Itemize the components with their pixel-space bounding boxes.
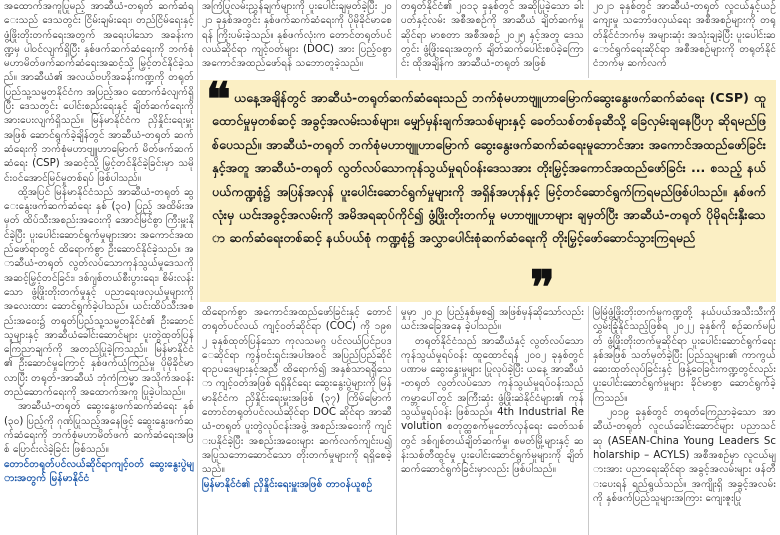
article-column-3-bottom bbox=[401, 306, 584, 535]
paragraph: တရုတ်နိုင်ငံသည် အာဆီယံနှင့် လွတ်လပ်သော ကုန်သွယ်မှုရပ်ဝန်း ထူထောင်ရန် ၂၀၀၂ ခုနှစ်တွင် ပဏာမ ဆွေးနွေးမှုများ ပြုလုပ်ခဲ့ပြီး ယနေ့ အာဆီယံ-တရုတ် လွတ်လပ်သော ကုန်သွယ်မှုရပ်ဝန်းသည် ကမ္ဘာပေါ်တွင် အကြီးဆုံး ဖွံ့ဖြိုးဆဲနိုင်ငံများ၏ ကုန်သွယ်မှုရပ်ဝန်း ဖြစ်သည်။ 4th Industrial Revolution စတုတ္ထစက်မှုတော်လှန်ရေး ခေတ်သစ်တွင် ဒစ်ဂျစ်တယ်ချိတ်ဆက်မှု၊ စမတ်မြို့များနှင့် ဆန်းသစ်တီထွင်မှု ပူးပေါင်းဆောင်ရွက်မှုများကို ချိတ်ဆက်ဆောင်ရွက်ခြင်းမှာလည်း ဖြစ်ပါသည်။ bbox=[401, 335, 584, 476]
paragraph: မှုမှာ ၂၀၂၀ ပြည့်နှစ်မှစ၍ အဖြစ်မှန်ဆိုသော်လည်း ယင်းအခြေအနေ ခဲ့ပါသည်။ bbox=[401, 307, 584, 333]
paragraph: မြဲမြံဖွံ့ဖြိုးတိုးတက်မှုကဏ္ဍတို့ နယ်ပယ်အသီးသီးကို လွှမ်းခြုံနိုင်သည့်ဖြစ်ရ ၂၀၂၂ ခုနှစ်ကို စဉ်ဆက်မပြတ် ဖွံ့ဖြိုးတိုးတက်မှုဆိုင်ရာ ပူးပေါင်းဆောင်ရွက်ရေးနှစ်အဖြစ် သတ်မှတ်ခဲ့ပြီး ပြည်သူများ၏ ကာကွယ်ဆေးထုတ်လုပ်ခြင်းနှင့် ဖြန့်ဝေခြင်းကဏ္ဍတွင်လည်း ပူးပေါင်းဆောင်ရွက်မှုများ ခိုင်မာစွာ ဆောင်ရွက်ခဲ့ကြသည်။ bbox=[593, 307, 776, 404]
article-column-4-top bbox=[593, 0, 776, 78]
column-divider bbox=[588, 0, 589, 78]
column-divider bbox=[396, 0, 397, 78]
paragraph: အကြံပြုလမ်းညွှန်ချက်များကို ပူးပေါင်းချမှတ်ခဲ့ပြီး ၂၀၂၁ ခုနှစ်အတွင်း နှစ်ဖက်ဆက်ဆံရေးကို ပိုမိုခိုင်မာစေရန် ကြိုးပမ်းခဲ့သည်။ နှစ်ဖက်လုံးက တောင်တရုတ်ပင်လယ်ဆိုင်ရာ ကျင့်ဝတ်များ (DOC) အား ပြည့်ဝစွာ အကောင်အထည်ဖော်ရန် သဘောတူခဲ့သည်။ bbox=[202, 1, 392, 70]
article-column-4-bottom bbox=[593, 306, 776, 535]
article-column-2-bottom bbox=[202, 306, 392, 535]
section-subhead: မြန်မာနိုင်ငံ၏ ညှိနှိုင်းရေးမှူးအဖြစ် တာဝန်ယူစဉ် bbox=[202, 478, 373, 490]
paragraph: အာဆီယံ-တရုတ် ဆွေးနွေးဖက်ဆက်ဆံရေး နှစ် (၃၀) ပြည့်ကို ဂုဏ်ပြုသည့်အနေဖြင့် ဆွေးနွေးဖက်ဆက်ဆံရေးကို ဘက်စုံမဟာမိတ်ဖက် ဆက်ဆံရေးအဖြစ် ပြောင်းလဲခဲ့ခြင်း ဖြစ်သည်။ bbox=[4, 401, 194, 456]
article-column-1 bbox=[4, 0, 194, 535]
column-divider bbox=[588, 306, 589, 535]
pull-quote-text: ယနေ့အချိန်တွင် အာဆီယံ-တရုတ်ဆက်ဆံရေးသည် ဘက်စုံမဟာဗျူဟာမြောက်ဆွေးနွေးဖက်ဆက်ဆံရေး (CSP) ထူထောင်မှုမှတစ်ဆင့် အခွင့်အလမ်းသစ်များ၊ မျှော်မှန်းချက်အသစ်များနှင့် ခေတ်သစ်တစ်ခုဆီသို့ ခြေလှမ်းချနေပြီဟု ဆိုရမည်ဖြစ်ပေသည်။ အာဆီယံ-တရုတ် ဘက်စုံမဟာဗျူဟာမြောက် ဆွေးနွေးဖက်ဆက်ဆံရေးမူဘောင်အား အကောင်အထည်ဖော်ခြင်းနှင့်အတူ အာဆီယံ-တရုတ် လွတ်လပ်သောကုန်သွယ်မှုရပ်ဝန်းဒေသအား တိုးမြှင့်အကောင်အထည်ဖော်ခြင်း ... စသည့် နယ်ပယ်ကဏ္ဍစုံ၌ အပြန်အလှန် ပူးပေါင်းဆောင်ရွက်မှုများကို အရှိန်အဟုန်နှင့် မြင့်တင်ဆောင်ရွက်ကြရမည်ဖြစ်ပါသည်။ နှစ်ဖက်လုံးမှ ယင်းအခွင့်အလမ်းကို အမိအရဆုပ်ကိုင်၍ ဖွံ့ဖြိုးတိုးတက်မှု မဟာဗျူဟာများ ချမှတ်ပြီး အာဆီယံ-တရုတ် ပိုမိုရင်းနှီးသော ဆက်ဆံရေးတစ်ဆင့် နယ်ပယ်စုံ ကဏ္ဍစုံ၌ အလွှာပေါင်းစုံဆက်ဆံရေးကို တိုးမြှင့်ဖော်ဆောင်သွားကြရမည် bbox=[212, 90, 766, 246]
column-divider bbox=[197, 0, 198, 535]
article-column-3-top bbox=[401, 0, 584, 78]
paragraph: အထောက်အကူပြုမည့် အာဆီယံ-တရုတ် ဆက်ဆံရေးသည် ဒေသတွင်း ငြိမ်းချမ်းရေး၊ တည်ငြိမ်ရေးနှင့် ဖွံ့ဖြိုးတိုးတက်ရေးအတွက် အရေးပါသော အခန်းကဏ္ဍမှ ပါဝင်လျက်ရှိပြီး နှစ်ဖက်ဆက်ဆံရေးကို ဘက်စုံမဟာမိတ်ဖက်ဆက်ဆံရေးအဆင့်သို့ မြှင့်တင်နိုင်ခဲ့သည်။ အာဆီယံ၏ အလယ်ဗဟိုအခန်းကဏ္ဍကို တရုတ်ပြည်သူ့သမ္မတနိုင်ငံက အပြည့်အဝ ထောက်ခံလျက်ရှိပြီး ဒေသတွင်း ပေါင်းစည်းရေးနှင့် ချိတ်ဆက်ရေးကို အားပေးလျက်ရှိသည်။ မြန်မာနိုင်ငံက ညှိနှိုင်းရေးမှူးအဖြစ် ဆောင်ရွက်ခဲ့ချိန်တွင် အာဆီယံ-တရုတ် ဆက်ဆံရေးကို ဘက်စုံမဟာဗျူဟာမြောက် မိတ်ဖက်ဆက်ဆံရေး (CSP) အဆင့်သို့ မြှင့်တင်နိုင်ခဲ့ခြင်းမှာ သမိုင်းဝင်အောင်မြင်မှုတစ်ရပ် ဖြစ်ပါသည်။ bbox=[4, 1, 194, 184]
article-column-2-top bbox=[202, 0, 392, 78]
close-quote-mark: ❞ bbox=[530, 260, 555, 314]
column-divider bbox=[396, 306, 397, 535]
paragraph: တရုတ်နိုင်ငံ၏ ၂၀၁၃ ခုနှစ်တွင် အဆိုပြုခဲ့သော ခါးပတ်နှင့်လမ်း အစီအစဉ်ကို အာဆီယံ ချိတ်ဆက်မှုဆိုင်ရာ မာစတာ အစီအစဉ် ၂၀၂၅ နှင့်အတူ ဒေသတွင်း ဖွံ့ဖြိုးရေးအတွက် ချိတ်ဆက်ပေါင်းစပ်ခဲ့ကြောင်း ထိုအချိန်က အာဆီယံ-တရုတ် အဖြစ် bbox=[401, 1, 584, 70]
paragraph: ၂၀၁၉ ခုနှစ်တွင် တရုတ်ကြေညာခဲ့သော အာဆီယံ-တရုတ် လူငယ်ခေါင်းဆောင်များ ပညာသင်ဆု (ASEAN-China Young Leaders Scholarship – ACYLS) အစီအစဉ်မှာ လူငယ်များအား ပညာရေးဆိုင်ရာ အခွင့်အလမ်းများ ဖန်တီးပေးရန် ရည်ရွယ်သည်။ အကျိုးရှိ အခွင့်အလမ်းကို နှစ်ဖက်ပြည်သူများအကြား ကျေးဇူးပြု bbox=[593, 407, 776, 504]
section-subhead: တောင်တရုတ်ပင်လယ်ဆိုင်ရာကျင့်ဝတ် ဆွေးနွေးပွဲများအတွက် မြန်မာနိုင်ငံ bbox=[4, 458, 194, 484]
open-quote-mark: ❝ bbox=[206, 72, 231, 126]
paragraph: ထို့အပြင် မြန်မာနိုင်ငံသည် အာဆီယံ-တရုတ် ဆွေးနွေးဖက်ဆက်ဆံရေး နှစ် (၃၀) ပြည့် အထိမ်းအမှတ် ထိပ်သီးအစည်းအဝေးကို အောင်မြင်စွာ ကြီးမှူးနိုင်ခဲ့ပြီး ပူးပေါင်းဆောင်ရွက်မှုများအား အကောင်အထည်ဖော်ရာတွင် ထိရောက်စွာ ဦးဆောင်နိုင်ခဲ့သည်။ အာဆီယံ-တရုတ် လွတ်လပ်သောကုန်သွယ်မှုဒေသကို အဆင့်မြှင့်တင်ခြင်း၊ ဒစ်ဂျစ်တယ်စီးပွားရေး၊ စိမ်းလန်းသော ဖွံ့ဖြိုးတိုးတက်မှုနှင့် ပညာရေးဖလှယ်မှုများကို အလေးထား ဆောင်ရွက်ခဲ့ပါသည်။ ယင်းထိပ်သီးအစည်းအဝေး၌ တရုတ်ပြည်သူ့သမ္မတနိုင်ငံ၏ ဦးဆောင်သူများနှင့် အာဆီယံခေါင်းဆောင်များ ပူးတွဲထုတ်ပြန်ကြေညာချက်ကို အတည်ပြုခဲ့ကြသည်။ မြန်မာနိုင်ငံ၏ ဦးဆောင်မှုကြောင့် နှစ်ဖက်ယုံကြည်မှု ပိုမိုခိုင်မာလာပြီး တရုတ်-အာဆီယံ ဘုံကံကြမ္မာ အသိုက်အဝန်း တည်ဆောက်ရေးကို အထောက်အကူ ပြုခဲ့ပါသည်။ bbox=[4, 186, 194, 399]
paragraph: ထိရောက်စွာ အကောင်အထည်ဖော်ခြင်းနှင့် တောင်တရုတ်ပင်လယ် ကျင့်ဝတ်ဆိုင်ရာ (COC) ကို ၁၉၈၂ ခုနှစ်ထုတ်ပြန်သော ကုလသမဂ္ဂ ပင်လယ်ပြင်ဥပဒေဆိုင်ရာ ကွန်ဗင်းရှင်းအပါအဝင် အပြည်ပြည်ဆိုင်ရာဥပဒေများနှင့်အညီ ထိရောက်၍ အနှစ်သာရရှိသော ကျင့်ဝတ်အဖြစ် ရရှိနိုင်ရေး ဆွေးနွေးပွဲများကို မြန်မာနိုင်ငံက ညှိနှိုင်းရေးမှူးအဖြစ် (၃၇) ကြိမ်မြောက် တောင်တရုတ်ပင်လယ်ဆိုင်ရာ DOC ဆိုင်ရာ အာဆီယံ-တရုတ် ပူးတွဲလုပ်ငန်းအဖွဲ့ အစည်းအဝေးကို ကျင်းပနိုင်ခဲ့ပြီး အစည်းအဝေးများ ဆက်လက်ကျင်းပ၍ အပြုသဘောဆောင်သော တိုးတက်မှုများကို ရရှိစေခဲ့သည်။ bbox=[202, 307, 392, 476]
pull-quote-box bbox=[200, 72, 776, 314]
paragraph: ၂၀၂၁ ခုနှစ်တွင် အာဆီယံ-တရုတ် လူငယ်နှင့်ယဉ်ကျေးမှု သဘော်ဖလှယ်ရေး အစီအစဉ်များကို တရုတ်နိုင်ငံဘက်မှ အများဆုံး အသုံးချခဲ့ပြီး ပူးပေါင်းဆောင်ရွက်ရေးဆိုင်ရာ အစီအစဉ်များကို တရုတ်နိုင်ငံဘက်မှ ဆက်လက် bbox=[593, 1, 776, 70]
